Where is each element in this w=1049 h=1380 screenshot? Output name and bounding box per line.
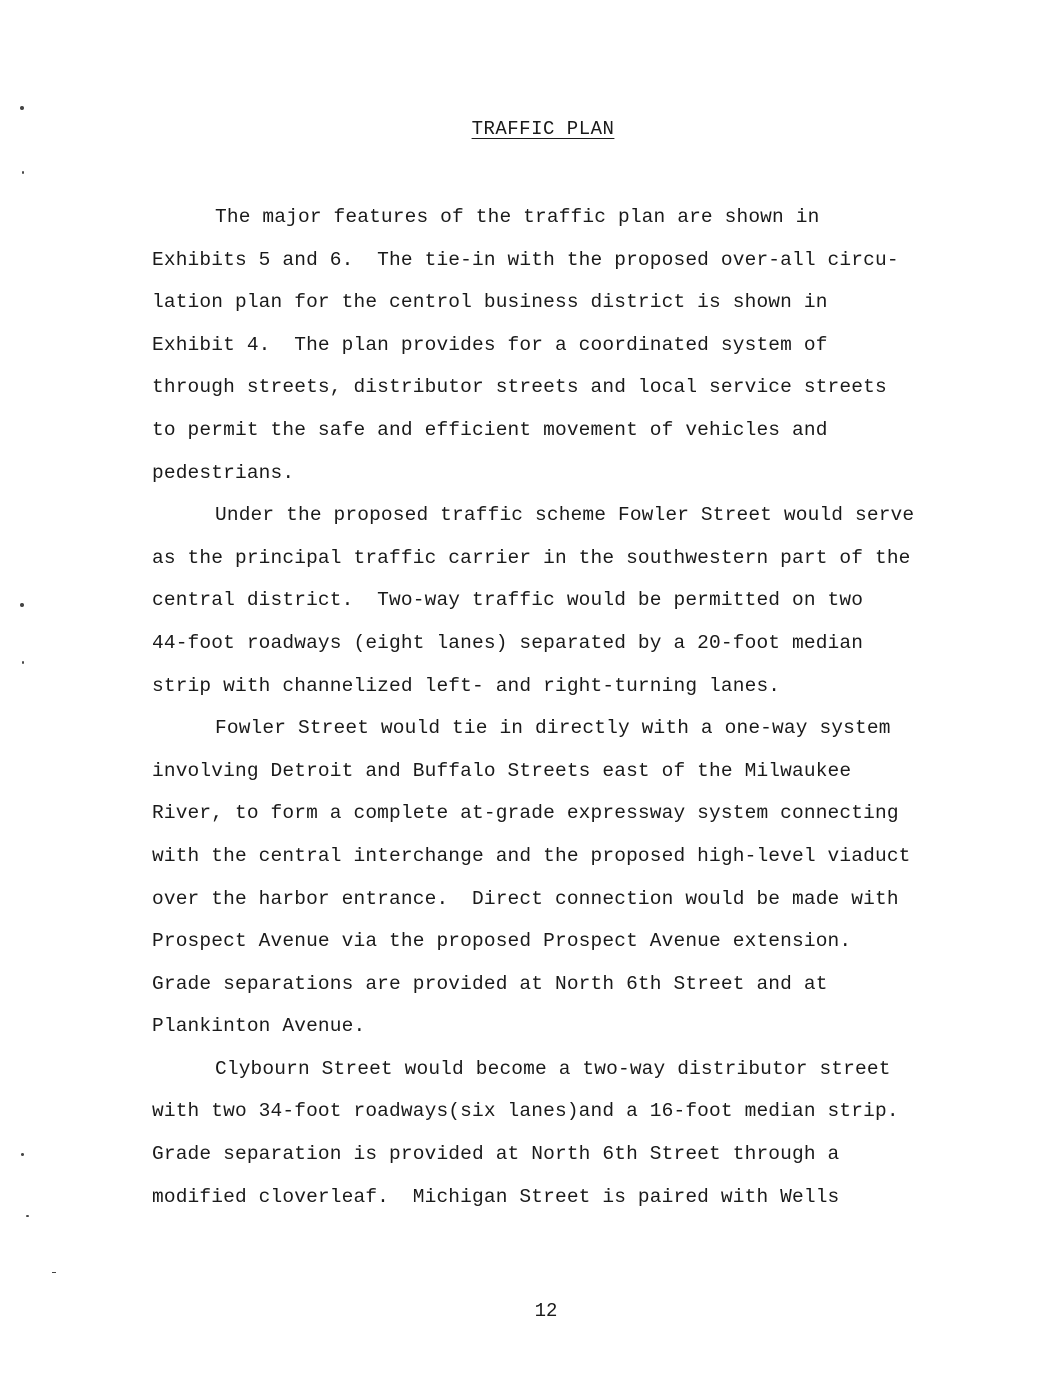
text-line: Exhibits 5 and 6. The tie-in with the proposed over-all circu- [152, 248, 899, 271]
text-line: 44-foot roadways (eight lanes) separated by a 20-foot median [152, 631, 864, 654]
scan-mark [21, 1153, 24, 1156]
text-line: Exhibit 4. The plan provides for a coordinated system of [152, 333, 828, 356]
text-line: modified cloverleaf. Michigan Street is paired with Wells [152, 1185, 840, 1208]
text-line: River, to form a complete at-grade expressway system connecting [152, 802, 899, 825]
text-line: Prospect Avenue via the proposed Prospect Avenue extension. [152, 930, 852, 953]
text-line: Fowler Street would tie in directly with a one-way system [215, 717, 891, 740]
page-number: 12 [534, 1300, 558, 1322]
scan-mark [22, 661, 24, 664]
scan-mark [22, 171, 24, 174]
text-line: strip with channelized left- and right-turning lanes. [152, 674, 781, 697]
text-line: involving Detroit and Buffalo Streets east of the Milwaukee [152, 759, 852, 782]
page-title: TRAFFIC PLAN [471, 118, 615, 140]
text-line: central district. Two-way traffic would be permitted on two [152, 589, 864, 612]
text-line: Grade separations are provided at North 6th Street and at [152, 972, 828, 995]
text-line: pedestrians. [152, 461, 295, 484]
text-line: through streets, distributor streets and local service streets [152, 376, 887, 399]
scan-mark [20, 106, 24, 110]
scan-mark [26, 1215, 29, 1217]
text-line: to permit the safe and efficient movement of vehicles and [152, 418, 828, 441]
text-line: as the principal traffic carrier in the southwestern part of the [152, 546, 911, 569]
scan-mark [52, 1272, 56, 1273]
text-line: Clybourn Street would become a two-way distributor street [215, 1057, 891, 1080]
body-text [152, 196, 992, 1218]
text-line: lation plan for the centrol business district is shown in [152, 291, 828, 314]
text-line: Plankinton Avenue. [152, 1015, 366, 1038]
text-line: The major features of the traffic plan are shown in [215, 206, 820, 228]
text-line: Grade separation is provided at North 6th Street through a [152, 1143, 840, 1166]
scan-mark [20, 603, 24, 607]
text-line: Under the proposed traffic scheme Fowler Street would serve [215, 504, 915, 527]
text-line: with two 34-foot roadways(six lanes)and a 16-foot median strip. [152, 1100, 899, 1123]
text-line: with the central interchange and the proposed high-level viaduct [152, 844, 911, 867]
text-line: over the harbor entrance. Direct connection would be made with [152, 887, 899, 910]
